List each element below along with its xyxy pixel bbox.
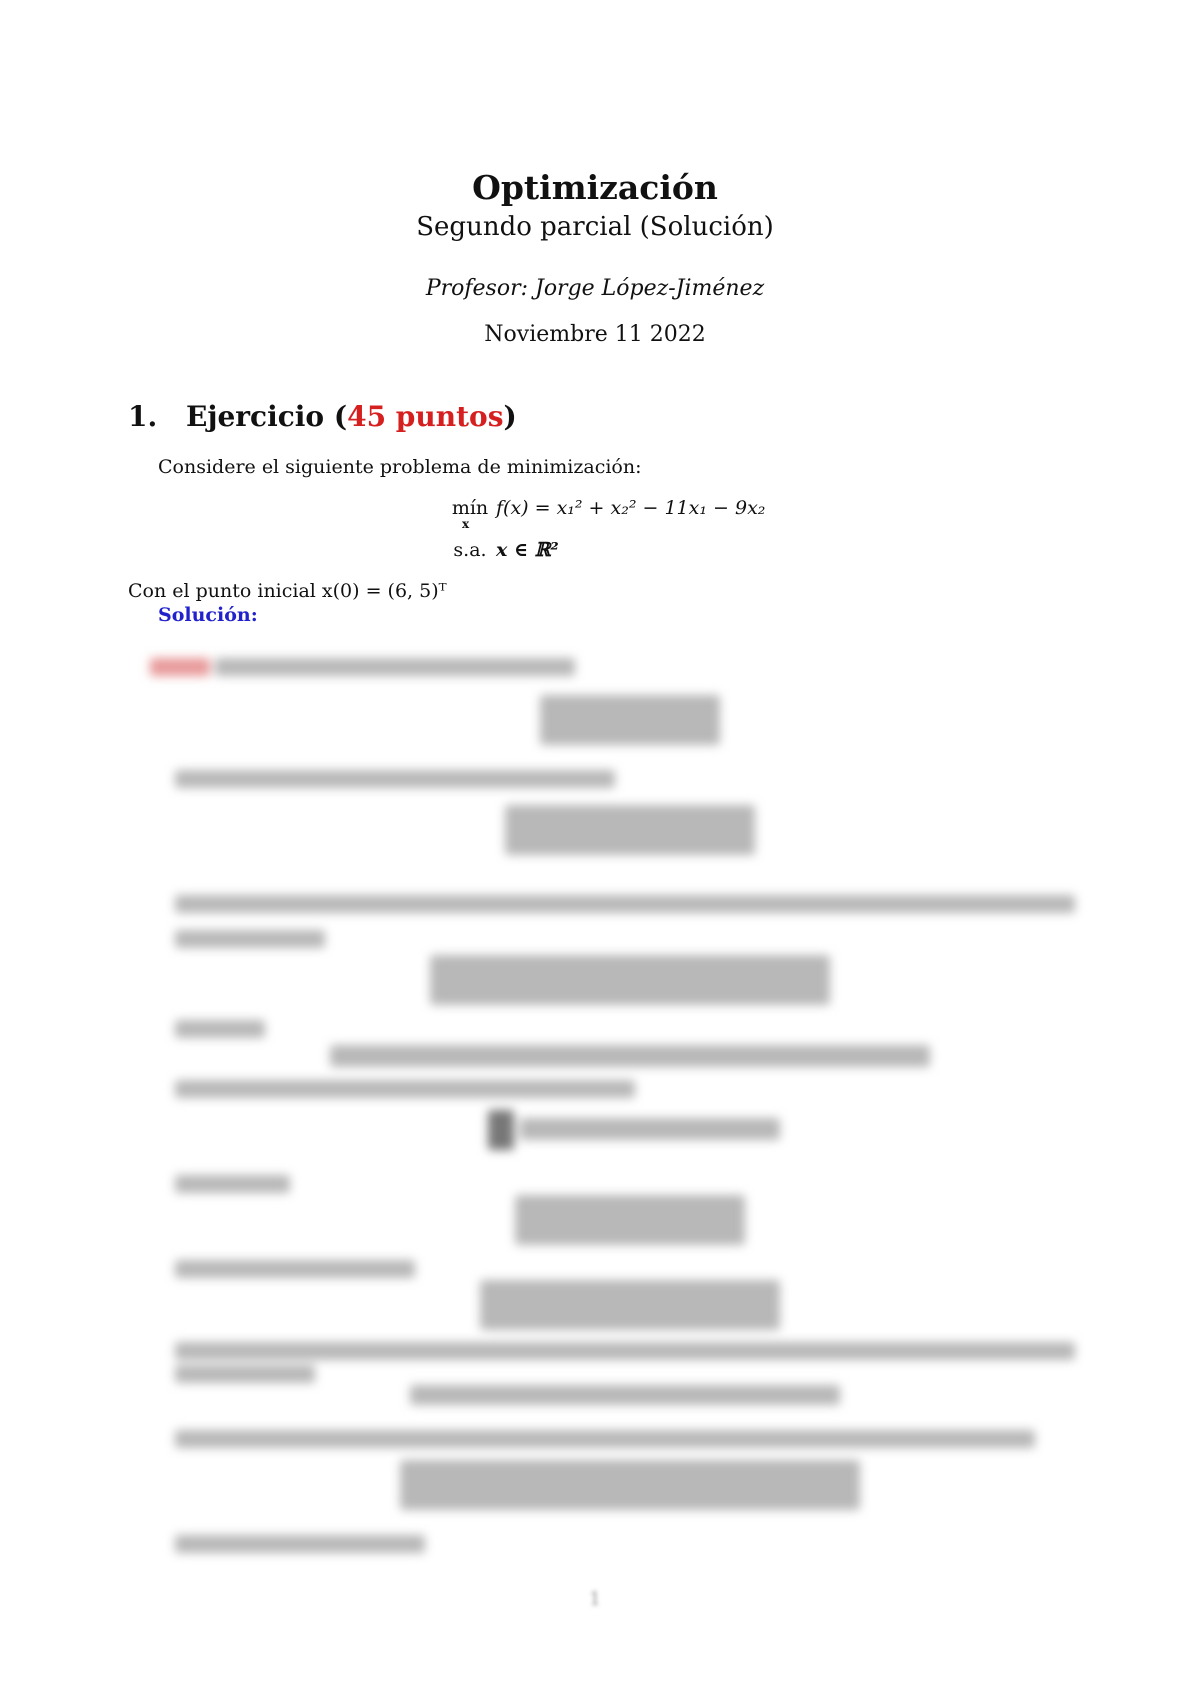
optimization-problem (444, 497, 765, 581)
section-heading: 1. Ejercicio (45 puntos) (128, 400, 517, 433)
blur-line (175, 930, 325, 948)
blur-points (150, 658, 210, 676)
initial-point: Con el punto inicial x(0) = (6, 5)ᵀ (128, 580, 447, 602)
page-number: 1 (588, 1588, 602, 1610)
section-number: 1. (128, 400, 158, 433)
blur-line (175, 1430, 1035, 1448)
constraint: x ∈ ℝ² (496, 539, 559, 561)
blurred-solution (0, 640, 1190, 1600)
blur-matrix (430, 955, 830, 1005)
blur-line (175, 1342, 1075, 1360)
blur-line (175, 1260, 415, 1278)
blur-line (175, 1535, 425, 1553)
blur-fraction (488, 1110, 514, 1150)
section-title: Ejercicio (186, 400, 325, 433)
document-title: Optimización (472, 168, 718, 207)
section-points: 45 puntos (347, 400, 504, 433)
blur-line (175, 1365, 315, 1383)
blur-line (410, 1385, 840, 1405)
problem-intro: Considere el siguiente problema de minimización: (158, 456, 642, 478)
objective-label: mín x (451, 497, 489, 531)
blur-line (175, 770, 615, 788)
objective-var: x (462, 517, 470, 531)
solution-label: Solución: (158, 604, 258, 626)
blur-line (175, 1080, 635, 1098)
blur-line (175, 1175, 290, 1193)
blur-matrix (505, 805, 755, 855)
document-subtitle: Segundo parcial (Solución) (416, 212, 774, 242)
blur-line (175, 895, 1075, 913)
date: Noviembre 11 2022 (484, 322, 706, 347)
blur-line (520, 1118, 780, 1140)
blur-matrix (515, 1195, 745, 1245)
blur-line (330, 1045, 930, 1067)
objective-function: f(x) = x₁² + x₂² − 11x₁ − 9x₂ (496, 497, 766, 519)
blur-line (215, 658, 575, 676)
constraint-label: s.a. (453, 539, 487, 561)
blur-matrix (540, 695, 720, 745)
author: Profesor: Jorge López-Jiménez (425, 276, 765, 301)
blur-line (175, 1020, 265, 1038)
blur-matrix (400, 1460, 860, 1510)
blur-matrix (480, 1280, 780, 1330)
